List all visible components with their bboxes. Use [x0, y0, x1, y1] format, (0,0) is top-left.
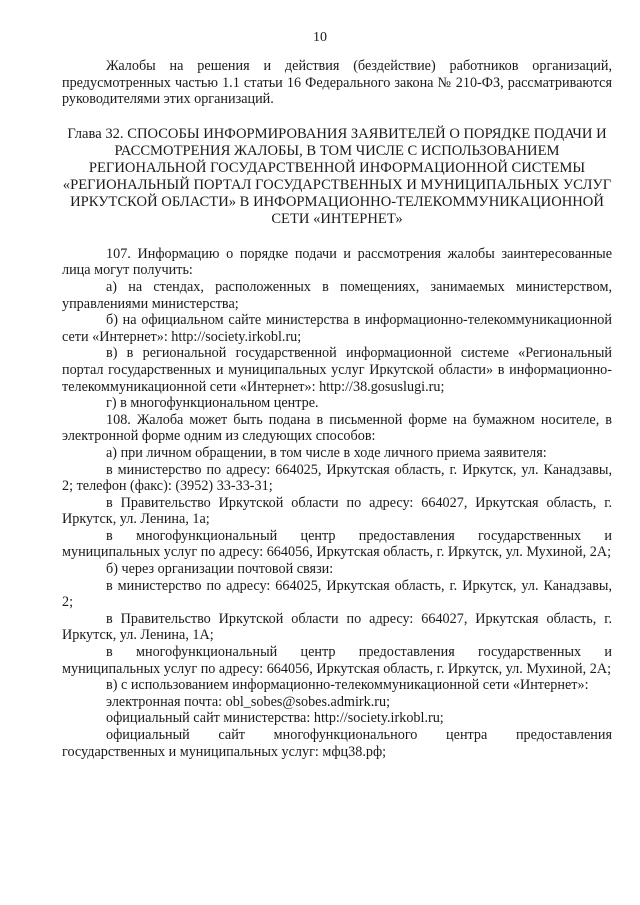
address-item: в Правительство Иркутской области по адресу: 664027, Иркутская область, г. Иркутск, ул. Ленина, 1А;: [62, 610, 612, 644]
chapter-title: Глава 32. СПОСОБЫ ИНФОРМИРОВАНИЯ ЗАЯВИТЕЛЕЙ О ПОРЯДКЕ ПОДАЧИ И РАССМОТРЕНИЯ ЖАЛОБЫ, В ТОМ ЧИСЛЕ С ИСПОЛЬЗОВАНИЕМ РЕГИОНАЛЬНОЙ ГОСУДАРСТВЕННОЙ ИНФОРМАЦИОННОЙ СИСТЕМЫ «РЕГИОНАЛЬНЫЙ ПОРТАЛ ГОСУДАРСТВЕННЫХ И МУНИЦИПАЛЬНЫХ УСЛУГ ИРКУТСКОЙ ОБЛАСТИ» В ИНФОРМАЦИОННО-ТЕЛЕКОММУНИКАЦИОННОЙ СЕТИ «ИНТЕРНЕТ»: [62, 125, 612, 227]
list-item: а) при личном обращении, в том числе в ходе личного приема заявителя:: [106, 444, 547, 461]
list-item: а) на стендах, расположенных в помещениях, занимаемых министерством, управлениями министерства;: [62, 278, 612, 312]
address-item: в многофункциональный центр предоставления государственных и муниципальных услуг по адресу: 664056, Иркутская область, г. Иркутск, ул. Мухиной, 2А;: [62, 644, 612, 677]
paragraph-108: 108. Жалоба может быть подана в письменной форме на бумажном носителе, в электронной форме одним из следующих способов:: [62, 411, 612, 445]
contact-item: официальный сайт министерства: http://society.irkobl.ru;: [106, 710, 444, 727]
address-item: в министерство по адресу: 664025, Иркутская область, г. Иркутск, ул. Канадзавы, 2; телефон (факс): (3952) 33-33-31;: [62, 461, 612, 495]
list-item: г) в многофункциональном центре.: [106, 395, 319, 412]
address-item: в министерство по адресу: 664025, Иркутская область, г. Иркутск, ул. Канадзавы, 2;: [62, 577, 612, 611]
contact-item: электронная почта: obl_sobes@sobes.admirk.ru;: [106, 693, 391, 710]
document-body: [62, 58, 612, 760]
contact-item: официальный сайт многофункционального центра предоставления государственных и муниципальных услуг: мфц38.рф;: [62, 727, 612, 760]
list-item: в) в региональной государственной информационной системе «Региональный портал государственных и муниципальных услуг Иркутской области» в информационно-телекоммуникационной сети «Интернет»: http://38.gosuslugi.ru;: [62, 345, 612, 395]
intro-paragraph: Жалобы на решения и действия (бездействие) работников организаций, предусмотренных частью 1.1 статьи 16 Федерального закона № 210-ФЗ, рассматриваются руководителями этих организаций.: [62, 58, 612, 108]
list-item: б) на официальном сайте министерства в информационно-телекоммуникационной сети «Интернет»: http://society.irkobl.ru;: [62, 312, 612, 345]
list-item: б) через организации почтовой связи:: [106, 561, 334, 578]
page-number: 10: [313, 30, 327, 45]
paragraph-107: 107. Информацию о порядке подачи и рассмотрения жалобы заинтересованные лица могут получить:: [62, 245, 612, 279]
address-item: в Правительство Иркутской области по адресу: 664027, Иркутская область, г. Иркутск, ул. Ленина, 1а;: [62, 494, 612, 528]
address-item: в многофункциональный центр предоставления государственных и муниципальных услуг по адресу: 664056, Иркутская область, г. Иркутск, ул. Мухиной, 2А;: [62, 527, 612, 561]
list-item: в) с использованием информационно-телекоммуникационной сети «Интернет»:: [106, 677, 589, 694]
